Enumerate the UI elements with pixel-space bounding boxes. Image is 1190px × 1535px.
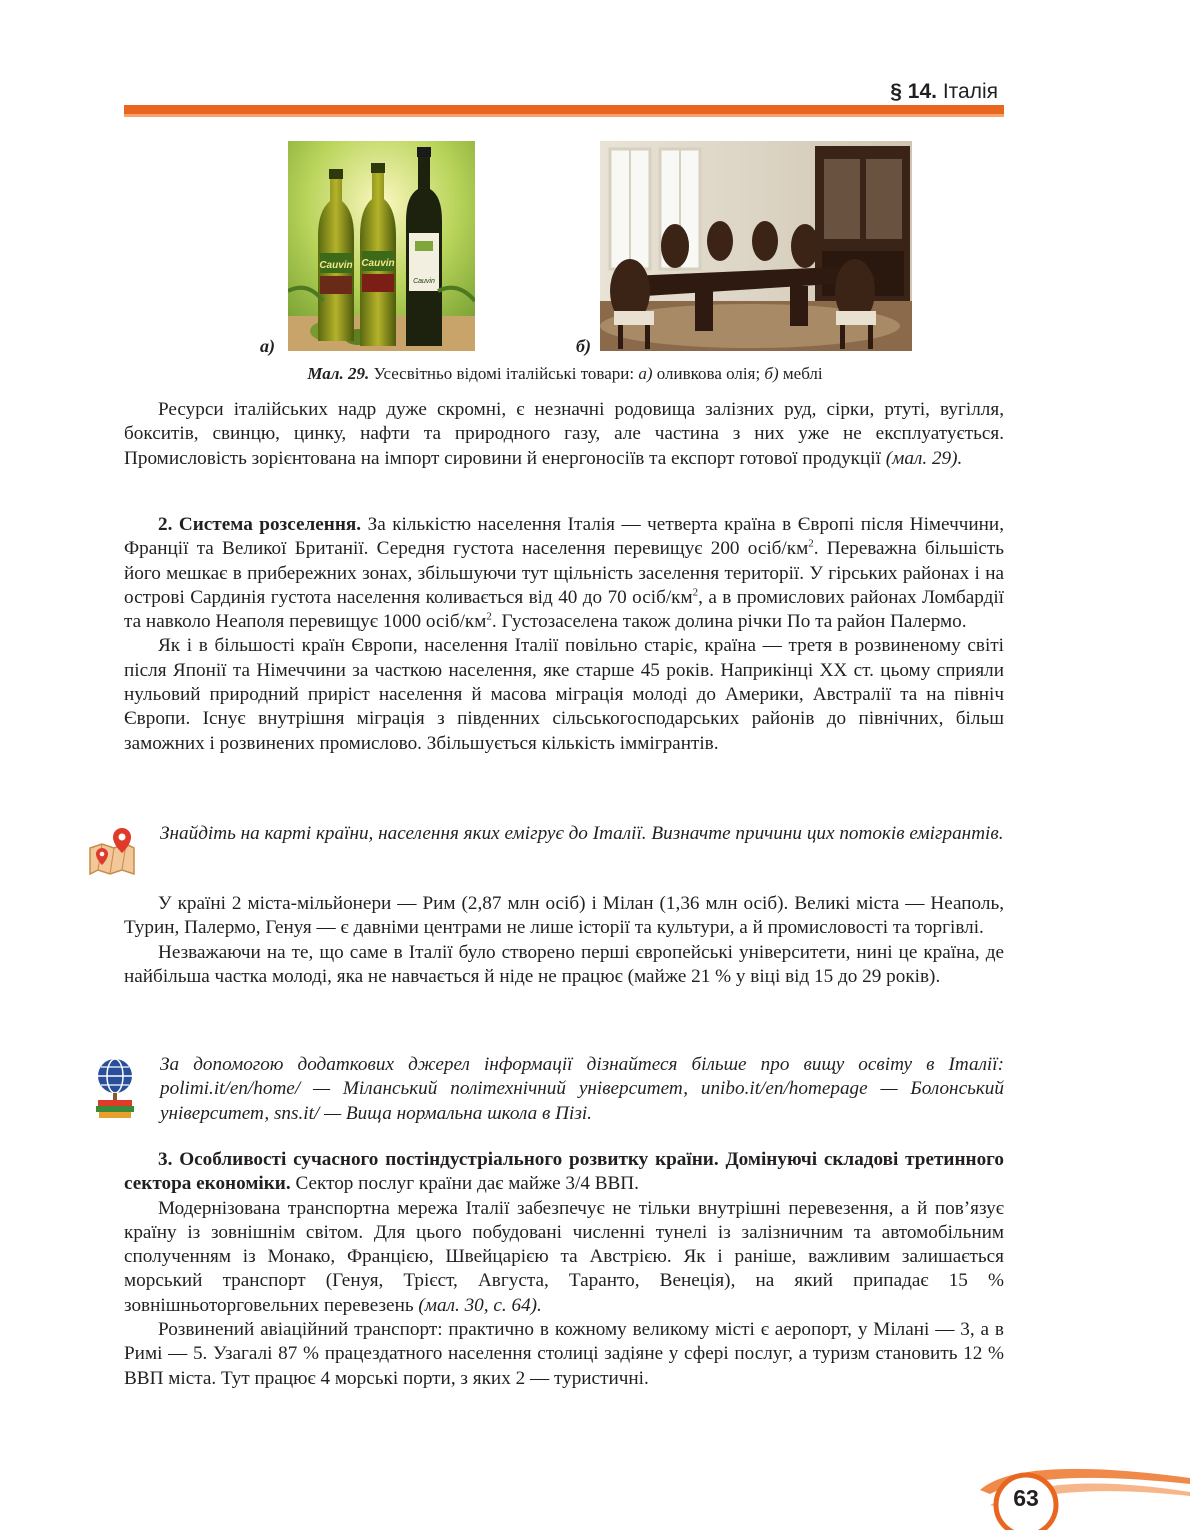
paragraph-resources (124, 398, 1004, 471)
caption-a-text: оливкова олія; (652, 364, 765, 383)
caption-label: Мал. 29. (307, 364, 370, 383)
bottle-brand-1: Cauvin (319, 260, 353, 271)
resources-text: Ресурси італійських надр дуже скромні, є незначні родовища залізних руд, сірки, ртуті, вугілля, бокситів, свинцю, цинку, нафти та природного газу, але частина з них уже не експлуатується. Промисловість зорієнтована на імпорт сировини й енергоносіїв та експорт готової продукції (124, 399, 1004, 469)
globe-books-icon (92, 1056, 138, 1120)
section-2-heading: 2. Система розселення. (158, 514, 362, 535)
section-cities (124, 892, 1004, 989)
section-number: § 14. (890, 80, 937, 103)
caption-b-letter: б) (764, 364, 779, 383)
task-map: Знайдіть на карті країни, населення яких емігрує до Італії. Визначте причини цих потоків емігрантів. (160, 823, 1004, 844)
section-services (124, 1148, 1004, 1391)
figure-letter-b: б) (576, 336, 591, 356)
paragraph-aging: Як і в більшості країн Європи, населення Італії повільно старіє, країна — третя в розвиненому світі після Японії та Німеччини за часткою населення, яке старше 45 років. Наприкінці XX ст. цьому сприяли нульовий природний приріст населення й масова міграція молоді до Америки, Австралії та на північ Європи. Існує внутрішня міграція з південних сільськогосподарських районів до північних, більш заможних і розвинених промислово. Збільшується кількість іммігрантів. (124, 635, 1004, 754)
settlement-text-d: . Густозаселена також долина річки По та район Палермо. (491, 611, 967, 633)
figure-reference-30: (мал. 30, с. 64). (418, 1294, 542, 1316)
superscript: 2 (692, 586, 699, 599)
bottle-brand-3: Cauvin (413, 278, 435, 285)
header-rule (124, 105, 1004, 114)
settlement-text-b: . Переважна більшість його мешкає в прибережних зонах, збільшуючи тут щільність заселення території. У гірських районах і на острові Сардинія густота населення коливається від 40 до 70 осіб/км (124, 538, 1005, 608)
caption-b-text: меблі (778, 364, 823, 383)
figure-caption (0, 364, 1130, 384)
chapter-title: Італія (942, 80, 998, 103)
section-3-heading: 3. Особливості сучасного постіндустріального розвитку країни. Домінуючі складові третинного сектора економіки. (124, 1149, 1004, 1195)
settlement-text-a: За кількістю населення Італія — четверта країна в Європі після Німеччини, Франції та Великої Британії. Середня густота населення перевищує 200 осіб/км (124, 514, 1005, 560)
caption-a-letter: а) (638, 364, 653, 383)
settlement-text-c: , а в промислових районах Ломбардії та навколо Неаполя перевищує 1000 осіб/км (124, 586, 1005, 633)
section-settlement (124, 513, 1004, 756)
paragraph-aviation: Розвинений авіаційний транспорт: практично в кожному великому місті є аеропорт, у Мілані — 3, а в Римі — 5. Узагалі 87 % працездатного населення столиці задіяне у сфері послуг, а туризм становить 12 % ВВП міста. Тут працює 4 морські порти, з яких 2 — туристичні. (124, 1319, 1004, 1389)
page-number-swoosh (960, 1460, 1190, 1530)
olive-oil-photo (288, 141, 475, 351)
superscript: 2 (486, 610, 492, 623)
transport-text: Модернізована транспортна мережа Італії забезпечує не тільки внутрішні перевезення, а й пов’язує країну із зовнішнім світом. Для цього побудовані численні тунелі із залізничним та автомобільним сполученням із Монако, Францією, Швейцарією та Австрією. Як і раніше, важливим залишається морський транспорт (Генуя, Трієст, Августа, Таранто, Венеція), на який припадає 15 % зовнішньоторговельних перевезень (124, 1197, 1004, 1316)
paragraph-cities: У країні 2 міста-мільйонери — Рим (2,87 млн осіб) і Мілан (1,36 млн осіб). Великі міста — Неаполь, Турин, Палермо, Генуя — є давніми центрами не лише історії та культури, а й промисловості та торгівлі. (124, 893, 1004, 939)
furniture-photo (600, 141, 912, 351)
superscript: 2 (808, 537, 814, 550)
page-number: 63 (1013, 1485, 1039, 1511)
bottle-brand-2: Cauvin (361, 258, 395, 269)
caption-text: Усесвітньо відомі італійські товари: (369, 364, 639, 383)
figure-letter-a: а) (260, 336, 275, 356)
map-pin-icon (86, 826, 138, 876)
services-text: Сектор послуг країни дає майже 3/4 ВВП. (290, 1173, 639, 1195)
task-research: За допомогою додаткових джерел інформації дізнайтеся більше про вищу освіту в Італії: polimi.it/en/home/ — Міланський політехнічний університет, unibo.it/en/homepage — Болонський університет, sns.it/ — Вища нормальна школа в Пізі. (160, 1054, 1004, 1124)
figure-reference: (мал. 29). (885, 447, 963, 469)
running-header (890, 80, 998, 104)
paragraph-universities: Незважаючи на те, що саме в Італії було створено перші європейські університети, нині це країна, де найбільша частка молоді, яка не навчається й ніде не працює (майже 21 % у віці від 15 до 29 років). (124, 941, 1004, 987)
